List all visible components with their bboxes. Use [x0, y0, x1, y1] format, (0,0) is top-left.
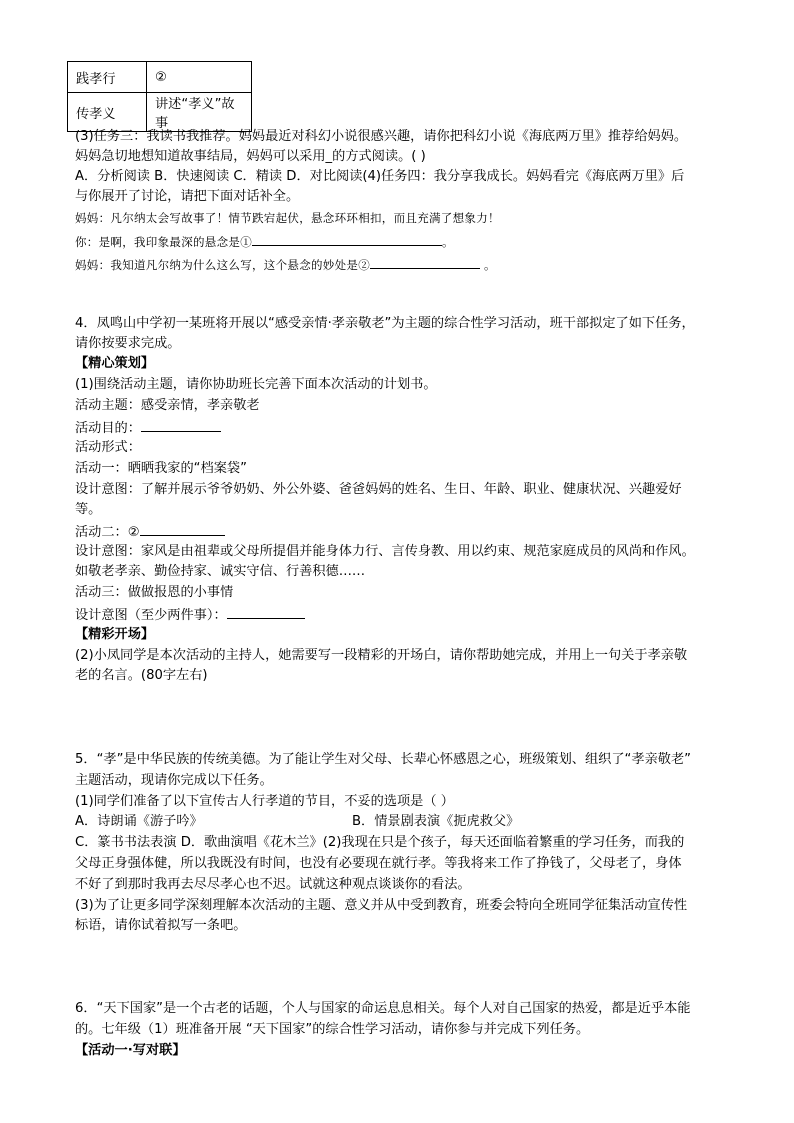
table-cell: ②: [147, 62, 252, 93]
q5-p3-line1: (3)为了让更多同学深刻理解本次活动的主题、意义并从中受到教育，班委会特向全班同学征集活动宣传性: [75, 898, 688, 913]
table-row: [68, 93, 252, 132]
q4-line1: 4．凤鸣山中学初一某班将开展以“感受亲情·孝亲敬老”为主题的综合性学习活动，班干部拟定了如下任务，: [75, 316, 695, 331]
label-text: 活动目的：: [75, 421, 141, 436]
dialog-text: 妈妈：我知道凡尔纳为什么这么写，这个悬念的妙处是②: [75, 258, 370, 272]
q4-sub2-line2: 老的名言。(80字左右): [75, 668, 208, 683]
q6-line2: 的。七年级（1）班准备开展 “天下国家”的综合性学习活动，请你参与并完成下列任务。: [75, 1022, 590, 1037]
q3-dialog-mother-1: 妈妈：凡尔纳太会写故事了！情节跌宕起伏，悬念环环相扣，而且充满了想象力！: [75, 211, 500, 225]
dialog-text: 。: [480, 258, 496, 272]
q4-heading-opening: 【精彩开场】: [75, 627, 155, 642]
table-cell: 讲述“孝义”故事: [147, 93, 252, 132]
q5-line1: 5．“孝”是中华民族的传统美德。为了能让学生对父母、长辈心怀感恩之心，班级策划、组织了“孝亲敬老”: [75, 752, 691, 767]
q4-form: 活动形式：: [75, 440, 141, 455]
q4-theme: 活动主题：感受亲情，孝亲敬老: [75, 398, 260, 413]
q4-design1-line1: 设计意图：了解并展示爷爷奶奶、外公外婆、爸爸妈妈的姓名、生日、年龄、职业、健康状况、兴趣爱好: [75, 482, 682, 497]
q5-option-a: A．诗朗诵《游子吟》: [75, 814, 203, 829]
q6-heading: 【活动一·写对联】: [75, 1043, 186, 1058]
q4-activity3: 活动三：做做报恩的小事情: [75, 585, 234, 600]
q3-task3-line2: 妈妈急切地想知道故事结局，妈妈可以采用_的方式阅读。( ): [75, 149, 426, 164]
q6-line1: 6．“天下国家”是一个古老的话题，个人与国家的命运息息相关。每个人对自己国家的热爱，都是近乎本能: [75, 1001, 691, 1016]
label-text: 活动二：②: [75, 525, 140, 540]
q4-purpose: [75, 417, 221, 439]
q3-dialog-mother-2: [75, 254, 496, 275]
q5-option-b: B．情景剧表演《扼虎救父》: [352, 814, 520, 829]
q4-line2: 请你按要求完成。: [75, 336, 181, 351]
table-cell: 践孝行: [68, 62, 147, 93]
q4-design1-line2: 等。: [75, 502, 102, 517]
q4-activity1: 活动一：晒晒我家的“档案袋”: [75, 461, 247, 476]
q3-dialog-you: [75, 231, 454, 252]
q3-task3-line1: (3)任务三：我读书我推荐。妈妈最近对科幻小说很感兴趣，请你把科幻小说《海底两万里》推荐给妈妈。: [75, 129, 688, 144]
q4-design3: [75, 604, 305, 626]
dialog-text: 你：是啊，我印象最深的悬念是①: [75, 235, 252, 249]
q3-options-line2: 与你展开了讨论，请把下面对话补全。: [75, 189, 300, 204]
answer-blank-activity2[interactable]: [140, 521, 225, 536]
table-cell: 传孝义: [68, 93, 147, 132]
answer-blank-purpose[interactable]: [141, 417, 221, 432]
q5-p3-line2: 标语，请你试着拟写一条吧。: [75, 918, 247, 933]
answer-blank-2[interactable]: [370, 254, 480, 269]
answer-blank-1[interactable]: [252, 231, 442, 246]
q5-sub1: (1)同学们准备了以下宣传古人行孝道的节目，不妥的选项是（ ）: [75, 794, 454, 809]
q5-p2-line3: 不好了到那时我再去尽尽孝心也不迟。试就这种观点谈谈你的看法。: [75, 877, 471, 892]
answer-blank-design3[interactable]: [227, 604, 305, 619]
dialog-text: 。: [442, 235, 454, 249]
q5-options-cd: C．篆书书法表演 D．歌曲演唱《花木兰》(2)我现在只是个孩子，每天还面临着繁重的学习任务，而我的: [75, 835, 685, 850]
activity-table: [67, 61, 252, 132]
q4-sub1: (1)围绕活动主题，请你协助班长完善下面本次活动的计划书。: [75, 377, 437, 392]
table-row: [68, 62, 252, 93]
q5-line2: 主题活动，现请你完成以下任务。: [75, 773, 273, 788]
q5-p2-line2: 父母正身强体健，所以我既没有时间，也没有必要现在就行孝。等我将来工作了挣钱了，父母老了，身体: [75, 856, 682, 871]
q4-heading-plan: 【精心策划】: [75, 356, 155, 371]
q4-sub2-line1: (2)小凤同学是本次活动的主持人，她需要写一段精彩的开场白，请你帮助她完成，并用上一句关于孝亲敬: [75, 648, 688, 663]
q4-design2-line2: 如敬老孝亲、勤俭持家、诚实守信、行善积德……: [75, 564, 366, 579]
q4-activity2: [75, 521, 225, 543]
q4-design2-line1: 设计意图：家风是由祖辈或父母所提倡并能身体力行、言传身教、用以约束、规范家庭成员的风尚和作风。: [75, 544, 695, 559]
q3-options-line1: A．分析阅读 B．快速阅读 C．精读 D．对比阅读(4)任务四：我分享我成长。妈妈看完《海底两万里》后: [75, 169, 685, 184]
label-text: 设计意图（至少两件事）：: [75, 608, 227, 623]
